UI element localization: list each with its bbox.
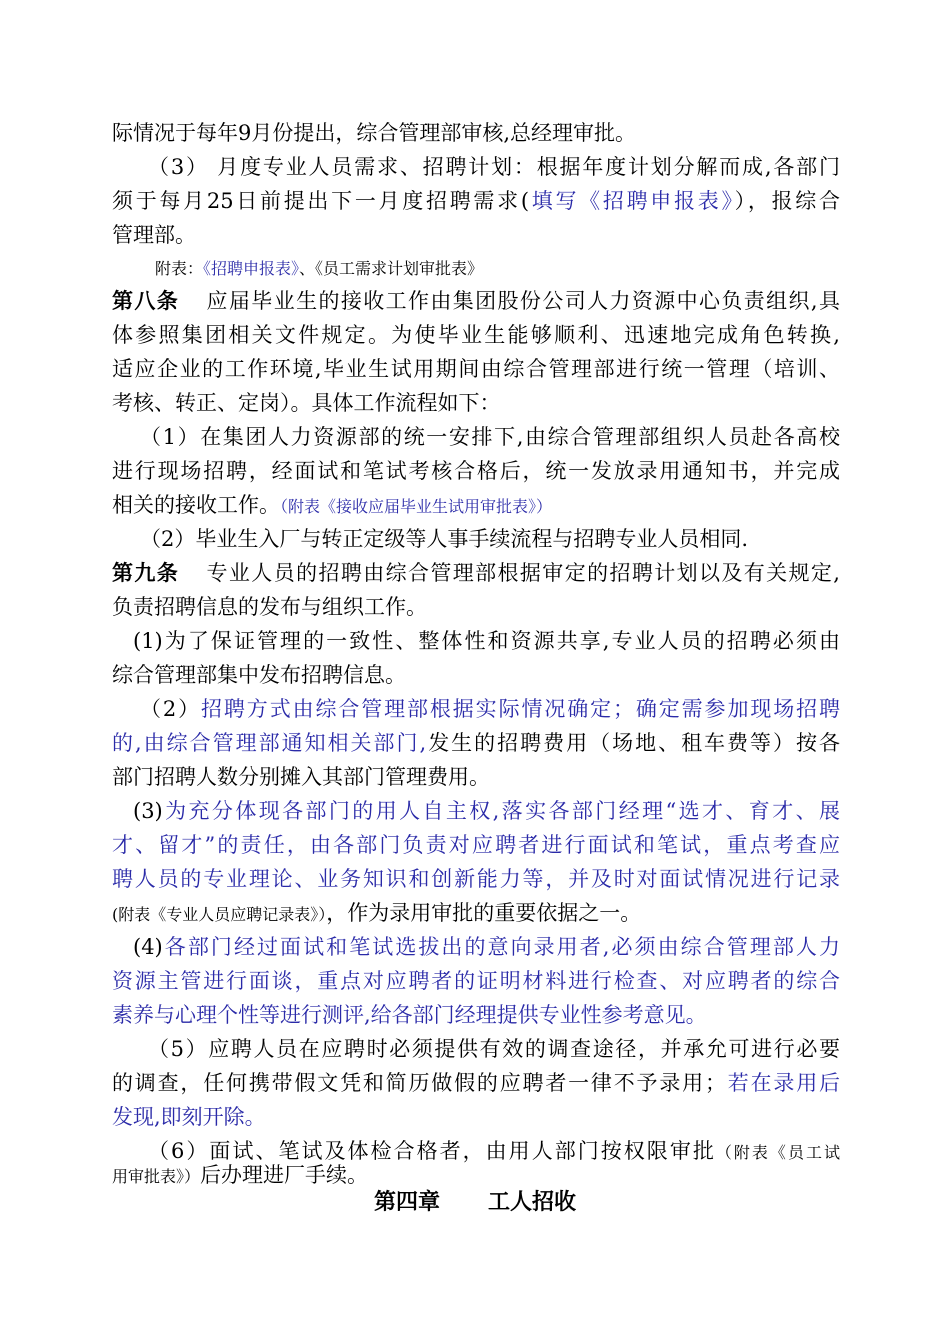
article-9-item-4-line-3: 素养与心理个性等进行测评,给各部门经理提供专业性参考意见。	[112, 1003, 707, 1027]
article-8-item-1-line-2: 进行现场招聘，经面试和笔试考核合格后，统一发放录用通知书，并完成	[112, 459, 840, 483]
text-line: 际情况于每年9月份提出，综合管理部审核,总经理审批。	[112, 121, 637, 145]
text-span: ，作为录用审批的重要依据之一。	[326, 901, 642, 925]
article-8-item-2: （2）毕业生入厂与转正定级等人事手续流程与招聘专业人员相同.	[140, 527, 749, 551]
article-9-item-5-line-3: 发现,即刻开除。	[112, 1105, 266, 1129]
article-9-item-5-line-2	[112, 1066, 840, 1100]
article-9-line-1	[112, 556, 840, 590]
text-span: 的调查，任何携带假文凭和简历做假的应聘者一律不予录用；	[112, 1071, 726, 1095]
article-9-item-2-line-3: 部门招聘人数分别摊入其部门管理费用。	[112, 765, 490, 789]
text-span: ），报综合	[734, 189, 840, 213]
article-9-item-5-line-1: （5）应聘人员在应聘时必须提供有效的调查途径，并承允可进行必要	[148, 1037, 840, 1061]
article-8-line-4: 考核、转正、定岗）。具体工作流程如下：	[112, 391, 501, 415]
text-span: 应届毕业生的接收工作由集团股份公司人力资源中心负责组织,具	[205, 289, 840, 313]
article-8-line-1	[112, 284, 840, 318]
text-span: 各部门经过面试和笔试选拔出的意向录用者,必须由综合管理部人力	[162, 935, 840, 959]
form-reference: 填写《招聘申报表》	[529, 189, 735, 213]
form-reference: （附表《员工试	[715, 1143, 840, 1162]
chapter-heading	[0, 1185, 950, 1219]
attachment-note	[155, 252, 840, 286]
article-label: 第九条	[112, 560, 180, 585]
article-9-item-3-line-4	[112, 896, 840, 932]
chapter-number: 第四章	[373, 1189, 440, 1215]
article-9-item-2-line-2	[112, 726, 840, 760]
item-number: （2）	[140, 697, 202, 721]
form-reference: (附表《专业人员应聘记录表》）	[112, 905, 327, 924]
item-number: (4)	[133, 935, 163, 959]
form-reference: 用审批表》）	[112, 1167, 201, 1186]
text-span: （6）面试、笔试及体检合格者，由用人部门按权限审批	[148, 1139, 716, 1163]
article-9-item-4-line-1	[133, 930, 840, 964]
text-span: 为充分体现各部门的用人自主权,落实各部门经理“选才、育才、展	[162, 799, 840, 823]
text-span: 后办理进厂手续。	[200, 1163, 369, 1187]
article-9-item-1-line-2: 综合管理部集中发布招聘信息。	[112, 663, 406, 687]
article-9-item-2-line-1	[140, 692, 840, 726]
article-8-line-3: 适应企业的工作环境,毕业生试用期间由综合管理部进行统一管理（培训、	[112, 357, 840, 381]
article-label: 第八条	[112, 288, 180, 313]
article-9-item-1-line-1: (1)为了保证管理的一致性、整体性和资源共享,专业人员的招聘必须由	[133, 629, 840, 653]
item-3-line-1: （3） 月度专业人员需求、招聘计划：根据年度计划分解而成,各部门	[148, 155, 840, 179]
article-9-item-4-line-2: 资源主管进行面谈，重点对应聘者的证明材料进行检查、对应聘者的综合	[112, 969, 840, 993]
chapter-title: 工人招收	[488, 1189, 577, 1215]
article-9-item-3-line-3: 聘人员的专业理论、业务知识和创新能力等，并及时对面试情况进行记录	[112, 867, 840, 891]
form-reference: （附表《接收应届毕业生试用审批表》）	[280, 497, 553, 516]
item-3-line-2	[112, 184, 840, 218]
item-number: (3)	[133, 799, 163, 823]
article-8-line-2: 体参照集团相关文件规定。为使毕业生能够顺利、迅速地完成角色转换,	[112, 323, 840, 347]
text-span: 招聘方式由综合管理部根据实际情况确定；确定需参加现场招聘	[201, 697, 840, 721]
text-span: 若在录用后	[725, 1071, 840, 1095]
article-9-item-3-line-2: 才、留才”的责任，由各部门负责对应聘者进行面试和笔试，重点考查应	[112, 833, 840, 857]
text-span: 相关的接收工作。	[112, 493, 280, 517]
item-3-line-3: 管理部。	[112, 223, 196, 247]
text-span: 专业人员的招聘由综合管理部根据审定的招聘计划以及有关规定,	[205, 561, 840, 585]
text-span: 须于每月25日前提出下一月度招聘需求(	[112, 189, 530, 213]
article-9-item-3-line-1	[133, 794, 840, 828]
article-8-item-1-line-1: （1）在集团人力资源部的统一安排下,由综合管理部组织人员赴各高校	[140, 425, 840, 449]
attachment-prefix: 附表：	[155, 259, 204, 278]
text-span: 的,由综合管理部通知相关部门,	[112, 731, 427, 755]
article-8-item-1-line-3	[112, 488, 840, 524]
separator: 、	[299, 259, 316, 278]
text-span: 发生的招聘费用（场地、租车费等）按各	[426, 731, 840, 755]
article-9-line-2: 负责招聘信息的发布与组织工作。	[112, 595, 427, 619]
form-reference: 《招聘申报表》	[203, 259, 300, 278]
form-reference: 《员工需求计划审批表》	[315, 259, 484, 278]
